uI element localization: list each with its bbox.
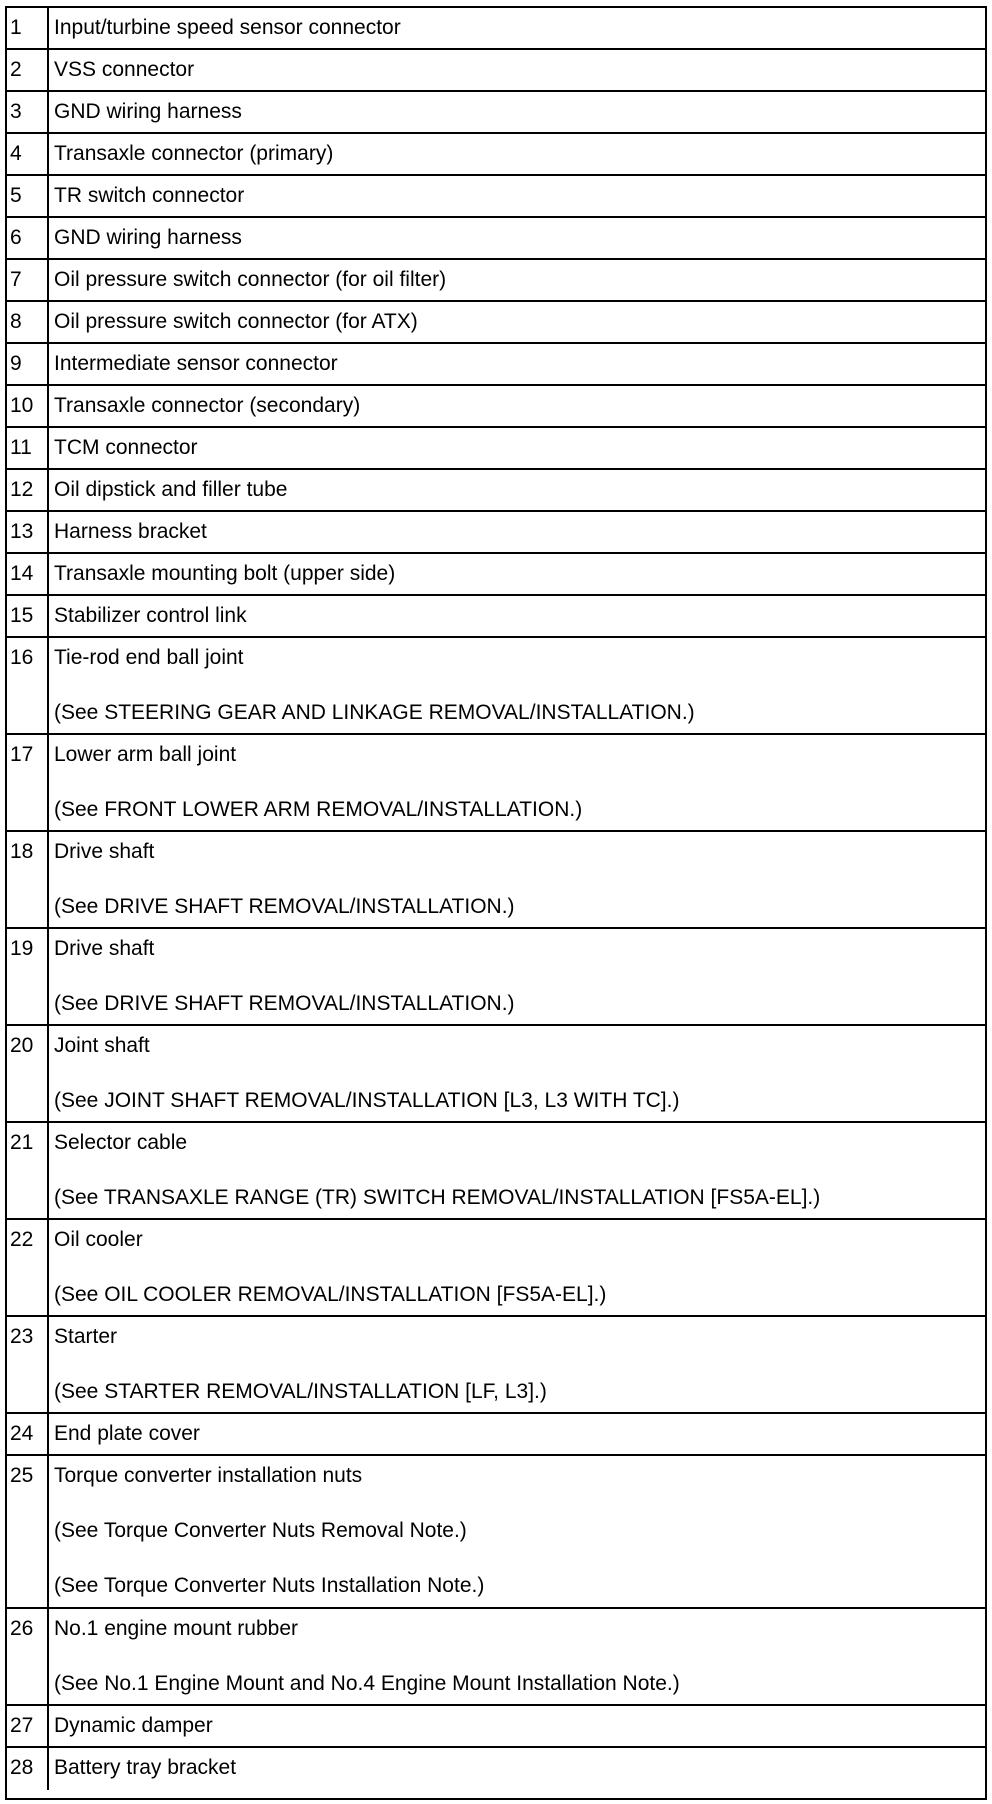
item-number: 6 [7, 218, 49, 258]
item-number: 28 [7, 1748, 49, 1790]
item-description [49, 344, 985, 384]
table-row [7, 302, 985, 344]
item-description [49, 1414, 985, 1454]
item-description [49, 386, 985, 426]
part-name: Transaxle connector (secondary) [54, 394, 361, 417]
table-row [7, 638, 985, 735]
item-number: 26 [7, 1609, 49, 1704]
item-description [49, 428, 985, 468]
item-description [49, 1609, 985, 1704]
part-name: Transaxle mounting bolt (upper side) [54, 562, 396, 585]
table-row [7, 50, 985, 92]
part-name: Oil cooler [54, 1228, 143, 1251]
part-name: Starter [54, 1325, 118, 1348]
table-row [7, 134, 985, 176]
part-name: TCM connector [54, 436, 198, 459]
part-name: Harness bracket [54, 520, 207, 543]
table-row [7, 260, 985, 302]
item-number: 18 [7, 832, 49, 927]
item-number: 25 [7, 1456, 49, 1607]
item-number: 17 [7, 735, 49, 830]
table-row [7, 428, 985, 470]
item-description [49, 260, 985, 300]
table-row [7, 512, 985, 554]
item-number: 21 [7, 1123, 49, 1218]
reference-note: (See JOINT SHAFT REMOVAL/INSTALLATION [L3, L3 WITH TC].) [54, 1089, 680, 1112]
part-name: Torque converter installation nuts [54, 1464, 363, 1487]
item-description [49, 470, 985, 510]
item-description [49, 1456, 985, 1607]
item-number: 4 [7, 134, 49, 174]
item-number: 7 [7, 260, 49, 300]
reference-note: (See No.1 Engine Mount and No.4 Engine Mount Installation Note.) [54, 1672, 680, 1695]
table-row [7, 344, 985, 386]
part-name: Oil pressure switch connector (for ATX) [54, 310, 418, 333]
part-name: Oil dipstick and filler tube [54, 478, 288, 501]
reference-note: (See TRANSAXLE RANGE (TR) SWITCH REMOVAL/INSTALLATION [FS5A-EL].) [54, 1186, 821, 1209]
part-name: Dynamic damper [54, 1714, 213, 1737]
item-number: 15 [7, 596, 49, 636]
part-name: VSS connector [54, 58, 195, 81]
item-description [49, 832, 985, 927]
table-row [7, 176, 985, 218]
table-row [7, 1609, 985, 1706]
item-number: 12 [7, 470, 49, 510]
table-row [7, 1748, 985, 1790]
table-row [7, 386, 985, 428]
table-row [7, 1414, 985, 1456]
reference-note: (See DRIVE SHAFT REMOVAL/INSTALLATION.) [54, 895, 515, 918]
reference-note: (See DRIVE SHAFT REMOVAL/INSTALLATION.) [54, 992, 515, 1015]
item-number: 14 [7, 554, 49, 594]
item-number: 1 [7, 8, 49, 48]
part-name: Lower arm ball joint [54, 743, 237, 766]
part-name: Selector cable [54, 1131, 188, 1154]
item-description [49, 218, 985, 258]
table-row [7, 832, 985, 929]
item-number: 11 [7, 428, 49, 468]
part-name: End plate cover [54, 1422, 200, 1445]
item-number: 3 [7, 92, 49, 132]
table-row [7, 735, 985, 832]
part-name: Input/turbine speed sensor connector [54, 16, 401, 39]
item-description [49, 929, 985, 1024]
reference-note: (See Torque Converter Nuts Installation Note.) [54, 1574, 485, 1597]
part-name: TR switch connector [54, 184, 245, 207]
part-name: No.1 engine mount rubber [54, 1617, 298, 1640]
item-description [49, 638, 985, 733]
item-number: 20 [7, 1026, 49, 1121]
item-number: 10 [7, 386, 49, 426]
table-row [7, 596, 985, 638]
item-description [49, 1748, 985, 1790]
item-description [49, 512, 985, 552]
item-description [49, 134, 985, 174]
item-description [49, 176, 985, 216]
item-description [49, 1220, 985, 1315]
part-name: GND wiring harness [54, 226, 242, 249]
item-number: 24 [7, 1414, 49, 1454]
table-row [7, 1123, 985, 1220]
item-description [49, 1317, 985, 1412]
item-description [49, 554, 985, 594]
part-name: Battery tray bracket [54, 1756, 237, 1779]
reference-note: (See Torque Converter Nuts Removal Note.) [54, 1519, 467, 1542]
item-description [49, 735, 985, 830]
item-number: 19 [7, 929, 49, 1024]
item-number: 27 [7, 1706, 49, 1746]
part-name: Drive shaft [54, 840, 155, 863]
item-description [49, 1026, 985, 1121]
item-description [49, 8, 985, 48]
item-number: 9 [7, 344, 49, 384]
table-row [7, 1456, 985, 1609]
table-row [7, 218, 985, 260]
item-description [49, 596, 985, 636]
reference-note: (See FRONT LOWER ARM REMOVAL/INSTALLATION.) [54, 798, 583, 821]
part-name: Stabilizer control link [54, 604, 247, 627]
table-row [7, 554, 985, 596]
table-row [7, 1317, 985, 1414]
part-name: Oil pressure switch connector (for oil filter) [54, 268, 447, 291]
item-description [49, 92, 985, 132]
item-number: 13 [7, 512, 49, 552]
table-row [7, 929, 985, 1026]
item-number: 8 [7, 302, 49, 342]
item-description [49, 1706, 985, 1746]
table-row [7, 92, 985, 134]
item-description [49, 1123, 985, 1218]
item-number: 23 [7, 1317, 49, 1412]
reference-note: (See OIL COOLER REMOVAL/INSTALLATION [FS5A-EL].) [54, 1283, 607, 1306]
part-name: GND wiring harness [54, 100, 242, 123]
reference-note: (See STARTER REMOVAL/INSTALLATION [LF, L3].) [54, 1380, 547, 1403]
table-row [7, 1026, 985, 1123]
item-number: 5 [7, 176, 49, 216]
item-description [49, 50, 985, 90]
table-row [7, 1706, 985, 1748]
part-name: Tie-rod end ball joint [54, 646, 244, 669]
part-name: Joint shaft [54, 1034, 150, 1057]
parts-table [5, 6, 987, 1800]
item-number: 16 [7, 638, 49, 733]
part-name: Intermediate sensor connector [54, 352, 338, 375]
item-number: 22 [7, 1220, 49, 1315]
table-row [7, 470, 985, 512]
part-name: Drive shaft [54, 937, 155, 960]
item-description [49, 302, 985, 342]
item-number: 2 [7, 50, 49, 90]
reference-note: (See STEERING GEAR AND LINKAGE REMOVAL/INSTALLATION.) [54, 701, 695, 724]
part-name: Transaxle connector (primary) [54, 142, 334, 165]
table-row [7, 8, 985, 50]
table-row [7, 1220, 985, 1317]
